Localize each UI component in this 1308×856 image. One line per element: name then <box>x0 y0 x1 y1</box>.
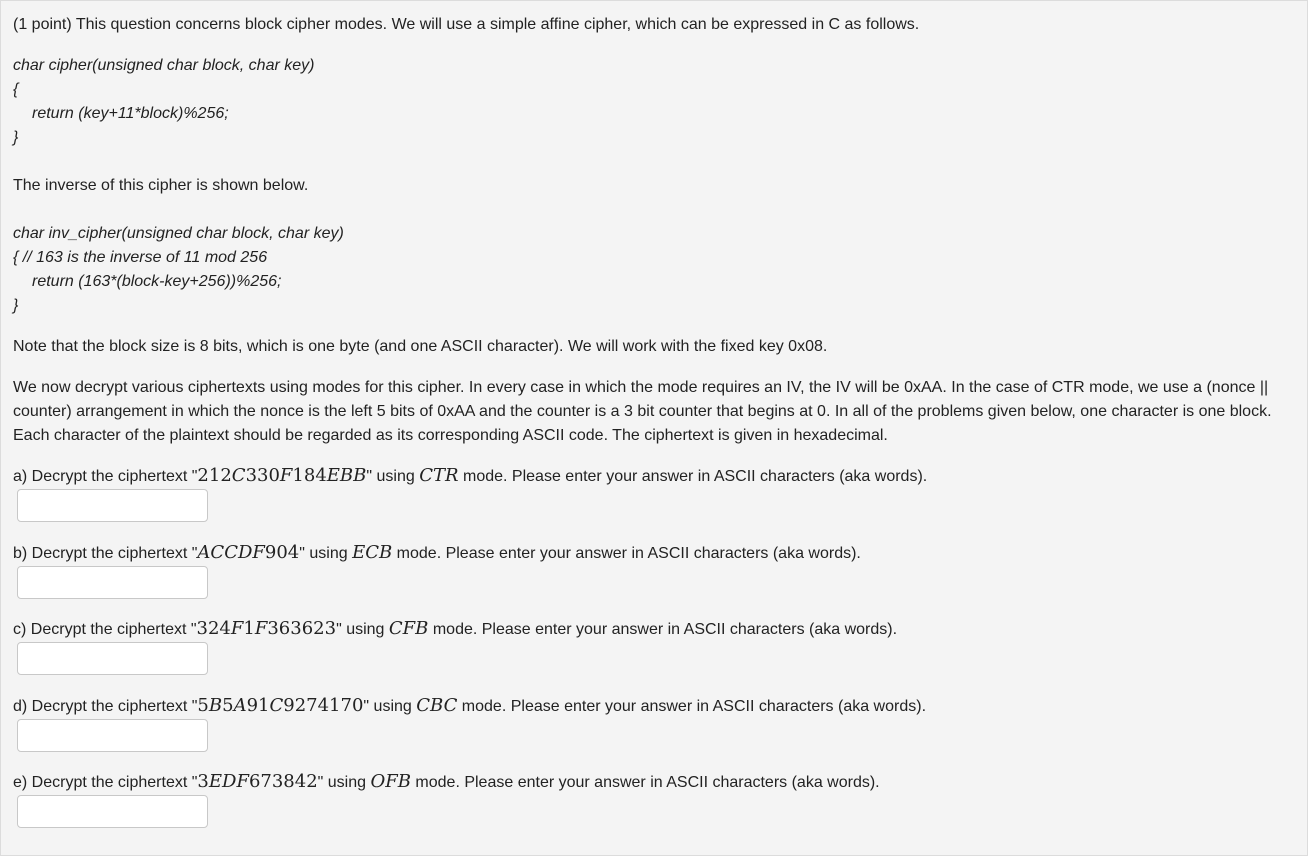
answer-input-e[interactable] <box>17 795 208 828</box>
question-letter: c) <box>13 621 31 638</box>
cipher-open-brace: { <box>13 81 19 98</box>
question-b-text <box>13 541 861 566</box>
inv-cipher-return: return (163*(block-key+256))%256; <box>32 273 282 290</box>
question-using: " using <box>363 698 417 715</box>
ciphertext-segment: A <box>233 695 247 716</box>
question-using: " using <box>317 774 371 791</box>
ciphertext-segment: F <box>230 618 244 639</box>
ciphertext-segment: F <box>254 618 268 639</box>
ciphertext-segment: B <box>208 695 223 716</box>
ciphertext-segment: 9274170 <box>283 695 364 716</box>
question-suffix: mode. Please enter your answer in ASCII characters (aka words). <box>457 698 927 715</box>
question-suffix: mode. Please enter your answer in ASCII characters (aka words). <box>458 468 928 485</box>
question-d-text <box>13 694 926 719</box>
ciphertext-segment: C <box>269 695 284 716</box>
question-suffix: mode. Please enter your answer in ASCII characters (aka words). <box>410 774 880 791</box>
inv-cipher-comment: { // 163 is the inverse of 11 mod 256 <box>13 249 268 266</box>
mode-name: ECB <box>352 542 393 563</box>
inverse-text: The inverse of this cipher is shown below. <box>13 177 309 194</box>
ciphertext-segment: 5 <box>222 695 234 716</box>
ciphertext-value <box>197 465 366 486</box>
question-letter: a) <box>13 468 32 485</box>
ciphertext-segment: 363623 <box>267 618 337 639</box>
ciphertext-segment: C <box>231 465 246 486</box>
answer-input-d[interactable] <box>17 719 208 752</box>
mode-name: OFB <box>370 771 411 792</box>
answer-input-b[interactable] <box>17 566 208 599</box>
cipher-signature: char cipher(unsigned char block, char key) <box>13 57 315 74</box>
question-e-text <box>13 770 880 795</box>
cipher-return: return (key+11*block)%256; <box>32 105 229 122</box>
cipher-close-brace: } <box>13 129 19 146</box>
answer-input-a[interactable] <box>17 489 208 522</box>
inv-cipher-close-brace: } <box>13 297 19 314</box>
ciphertext-value <box>197 542 299 563</box>
question-prefix: Decrypt the ciphertext " <box>31 468 198 485</box>
note-text: Note that the block size is 8 bits, which is one byte (and one ASCII character). We will work with the fixed key 0x08. <box>13 338 828 355</box>
mode-name: CTR <box>419 465 459 486</box>
question-letter: b) <box>13 545 32 562</box>
question-a-text <box>13 464 927 489</box>
question-suffix: mode. Please enter your answer in ASCII characters (aka words). <box>392 545 861 562</box>
ciphertext-value <box>197 771 317 792</box>
question-c-text <box>13 617 897 642</box>
ciphertext-segment: EBB <box>326 465 367 486</box>
ciphertext-segment: 3 <box>197 771 209 792</box>
question-prefix: Decrypt the ciphertext " <box>31 545 198 562</box>
question-prefix: Decrypt the ciphertext " <box>30 621 197 638</box>
mode-name: CFB <box>388 618 429 639</box>
ciphertext-segment: 904 <box>264 542 300 563</box>
question-suffix: mode. Please enter your answer in ASCII characters (aka words). <box>428 621 898 638</box>
mode-name: CBC <box>416 695 458 716</box>
ciphertext-segment: EDF <box>208 771 249 792</box>
ciphertext-segment: 330 <box>245 465 280 486</box>
question-letter: e) <box>13 774 32 791</box>
question-prefix: Decrypt the ciphertext " <box>31 774 198 791</box>
question-using: " using <box>336 621 389 638</box>
intro-text: (1 point) This question concerns block cipher modes. We will use a simple affine cipher, which can be expressed in C as follows. <box>13 16 920 33</box>
ciphertext-segment: ACCDF <box>197 542 265 563</box>
ciphertext-segment: 1 <box>243 618 255 639</box>
ciphertext-segment: 5 <box>197 695 209 716</box>
answer-input-c[interactable] <box>17 642 208 675</box>
question-prefix: Decrypt the ciphertext " <box>31 698 198 715</box>
ciphertext-value <box>197 618 337 639</box>
ciphertext-segment: 324 <box>196 618 231 639</box>
ciphertext-segment: 184 <box>292 465 327 486</box>
question-letter: d) <box>13 698 32 715</box>
ciphertext-value <box>197 695 363 716</box>
ciphertext-segment: 212 <box>197 465 232 486</box>
ciphertext-segment: 91 <box>246 695 270 716</box>
ciphertext-segment: 673842 <box>248 771 318 792</box>
explanation-text: We now decrypt various ciphertexts using modes for this cipher. In every case in which the mode requires an IV, the IV will be 0xAA. In the case of CTR mode, we use a (nonce || counter) arrangement in which the nonce is the left 5 bits of 0xAA and the counter is a 3 bit counter that begins at 0. In all of the problems given below, one character is one block. Each character of the plaintext should be regarded as its corresponding ASCII code. The ciphertext is given in hexadecimal. <box>13 379 1272 444</box>
inv-cipher-signature: char inv_cipher(unsigned char block, char key) <box>13 225 344 242</box>
question-using: " using <box>366 468 420 485</box>
ciphertext-segment: F <box>279 465 293 486</box>
question-using: " using <box>299 545 353 562</box>
